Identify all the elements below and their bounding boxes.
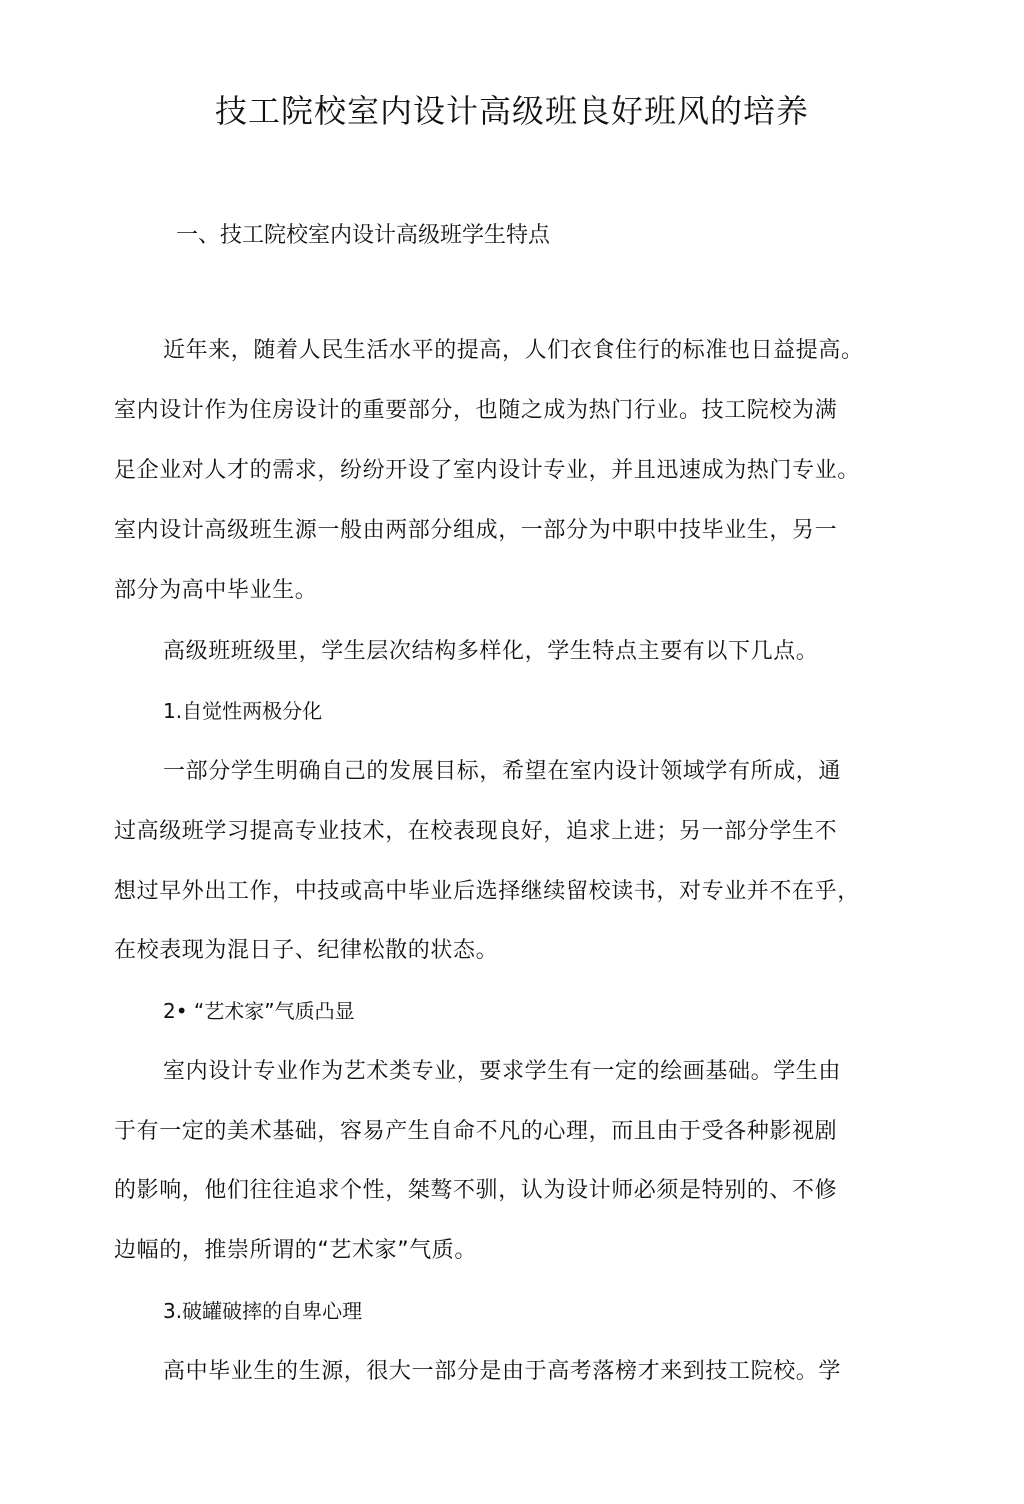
paragraph-line: 室内设计作为住房设计的重要部分，也随之成为热门行业。技工院校为满 bbox=[114, 398, 838, 423]
document-title: 技工院校室内设计高级班良好班风的培养 bbox=[214, 92, 809, 130]
section-heading: 一、技工院校室内设计高级班学生特点 bbox=[176, 223, 551, 248]
subheading-2: 2• “艺术家”气质凸显 bbox=[163, 999, 355, 1023]
paragraph-line: 于有一定的美术基础，容易产生自命不凡的心理，而且由于受各种影视剧 bbox=[114, 1119, 838, 1144]
paragraph-line: 足企业对人才的需求，纷纷开设了室内设计专业，并且迅速成为热门专业。 bbox=[114, 458, 860, 483]
paragraph-line: 想过早外出工作，中技或高中毕业后选择继续留校读书，对专业并不在乎， bbox=[114, 879, 860, 904]
paragraph-line: 近年来，随着人民生活水平的提高，人们衣食住行的标准也日益提高。 bbox=[163, 338, 864, 363]
paragraph-line: 高级班班级里，学生层次结构多样化，学生特点主要有以下几点。 bbox=[163, 639, 819, 664]
paragraph-line: 在校表现为混日子、纪律松散的状态。 bbox=[114, 938, 499, 963]
paragraph-line: 的影响，他们往往追求个性，桀骜不驯，认为设计师必须是特别的、不修 bbox=[114, 1178, 838, 1203]
paragraph-line: 室内设计高级班生源一般由两部分组成，一部分为中职中技毕业生，另一 bbox=[114, 518, 838, 543]
paragraph-line: 部分为高中毕业生。 bbox=[114, 578, 318, 603]
paragraph-line: 一部分学生明确自己的发展目标，希望在室内设计领域学有所成，通 bbox=[163, 759, 842, 784]
paragraph-line: 高中毕业生的生源，很大一部分是由于高考落榜才来到技工院校。学 bbox=[163, 1359, 842, 1384]
paragraph-line: 边幅的，推崇所谓的“艺术家”气质。 bbox=[114, 1238, 477, 1263]
paragraph-line: 室内设计专业作为艺术类专业，要求学生有一定的绘画基础。学生由 bbox=[163, 1059, 842, 1084]
subheading-3: 3.破罐破摔的自卑心理 bbox=[163, 1299, 363, 1323]
paragraph-line: 过高级班学习提高专业技术，在校表现良好，追求上进；另一部分学生不 bbox=[114, 819, 838, 844]
subheading-1: 1.自觉性两极分化 bbox=[163, 699, 323, 723]
